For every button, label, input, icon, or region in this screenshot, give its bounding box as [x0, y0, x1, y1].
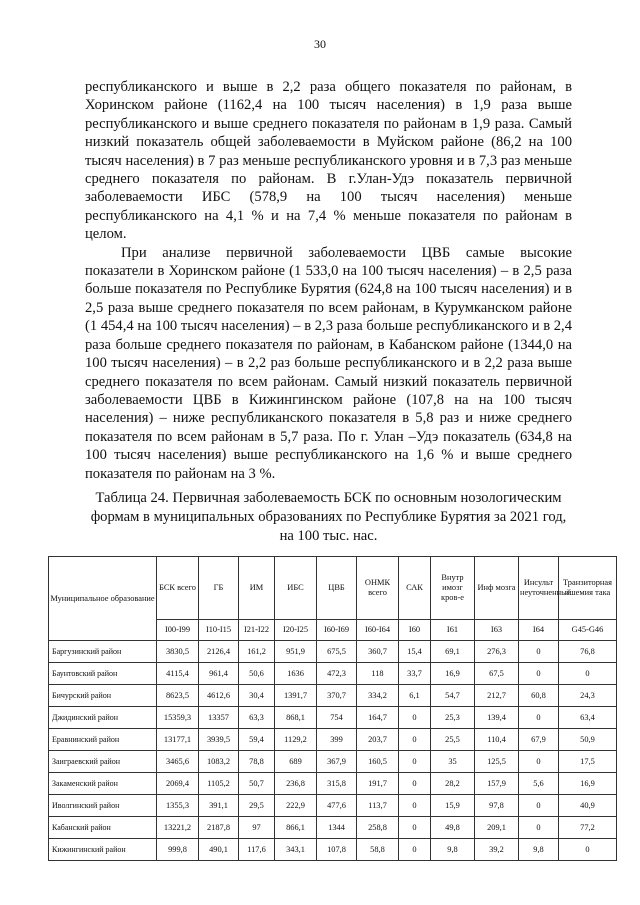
header-transient-ischemia: Транзиторная ишемия така: [559, 557, 617, 620]
value-cell: 49,8: [431, 817, 475, 839]
value-cell: 125,5: [475, 751, 519, 773]
value-cell: 16,9: [431, 663, 475, 685]
value-cell: 0: [559, 839, 617, 861]
value-cell: 6,1: [399, 685, 431, 707]
value-cell: 0: [399, 729, 431, 751]
value-cell: 15,9: [431, 795, 475, 817]
code-cell: I61: [431, 620, 475, 641]
value-cell: 76,8: [559, 641, 617, 663]
table-row: [49, 839, 617, 861]
value-cell: 69,1: [431, 641, 475, 663]
value-cell: 4612,6: [199, 685, 239, 707]
value-cell: 2126,4: [199, 641, 239, 663]
value-cell: 222,9: [275, 795, 317, 817]
value-cell: 1391,7: [275, 685, 317, 707]
value-cell: 13357: [199, 707, 239, 729]
value-cell: 1636: [275, 663, 317, 685]
value-cell: 63,3: [239, 707, 275, 729]
value-cell: 258,8: [357, 817, 399, 839]
value-cell: 60,8: [519, 685, 559, 707]
code-cell: I63: [475, 620, 519, 641]
value-cell: 24,3: [559, 685, 617, 707]
value-cell: 33,7: [399, 663, 431, 685]
header-infarction: Инф мозга: [475, 557, 519, 620]
value-cell: 9,8: [431, 839, 475, 861]
value-cell: 0: [399, 839, 431, 861]
district-name-cell: Джидинский район: [49, 707, 157, 729]
value-cell: 3465,6: [157, 751, 199, 773]
header-cvb: ЦВБ: [317, 557, 357, 620]
code-cell: I64: [519, 620, 559, 641]
value-cell: 0: [519, 707, 559, 729]
value-cell: 50,9: [559, 729, 617, 751]
table-row: [49, 729, 617, 751]
value-cell: 1083,2: [199, 751, 239, 773]
value-cell: 961,4: [199, 663, 239, 685]
table-body: [49, 641, 617, 861]
header-hemorrhage: Внутр имозг кров-е: [431, 557, 475, 620]
value-cell: 1129,2: [275, 729, 317, 751]
value-cell: 203,7: [357, 729, 399, 751]
district-name-cell: Иволгинский район: [49, 795, 157, 817]
header-bsk: БСК всего: [157, 557, 199, 620]
value-cell: 50,7: [239, 773, 275, 795]
district-name-cell: Закаменский район: [49, 773, 157, 795]
value-cell: 1355,3: [157, 795, 199, 817]
value-cell: 0: [519, 817, 559, 839]
value-cell: 334,2: [357, 685, 399, 707]
header-stroke-unspecified: Инсульт неуточненный: [519, 557, 559, 620]
value-cell: 0: [399, 795, 431, 817]
value-cell: 370,7: [317, 685, 357, 707]
value-cell: 315,8: [317, 773, 357, 795]
value-cell: 164,7: [357, 707, 399, 729]
code-cell: I10-I15: [199, 620, 239, 641]
value-cell: 78,8: [239, 751, 275, 773]
value-cell: 29,5: [239, 795, 275, 817]
value-cell: 1344: [317, 817, 357, 839]
value-cell: 160,5: [357, 751, 399, 773]
value-cell: 209,1: [475, 817, 519, 839]
value-cell: 15359,3: [157, 707, 199, 729]
value-cell: 161,2: [239, 641, 275, 663]
page-number: 30: [314, 37, 326, 51]
value-cell: 54,7: [431, 685, 475, 707]
value-cell: 40,9: [559, 795, 617, 817]
value-cell: 77,2: [559, 817, 617, 839]
value-cell: 689: [275, 751, 317, 773]
paragraph-2: При анализе первичной заболеваемости ЦВБ самые высокие показатели в Хоринском районе (1 533,0 на 100 тысяч населения) – в 2,5 раза больше показателя по Республике Бурятия (624,8 на 100 тысяч населения) и в 2,5 раза выше среднего показателя по всем районам, в Курумканском районе (1 454,4 на 100 тысяч населения) – в 2,3 раза больше республиканского и в 2,4 раза больше среднего показателя по районам, в Кабанском районе (1344,0 на 100 тысяч населения) – в 2,2 раз больше республиканского и в 2,2 раза выше среднего показателя по всем районам. Самый низкий показатель первичной заболеваемости ЦВБ в Кижингинском районе (107,8 на на 100 тысяч населения) – ниже республиканского показателя в 5,8 раз и ниже среднего показателя по всем районам в 5,7 раза. По г. Улан –Удэ показатель (634,8 на 100 тысяч населения) выше республиканского на 1,6 % и выше среднего показателя по районам на 3 %.: [85, 244, 572, 482]
value-cell: 0: [519, 751, 559, 773]
value-cell: 67,5: [475, 663, 519, 685]
table-row: [49, 707, 617, 729]
table-row: [49, 773, 617, 795]
table-row: [49, 817, 617, 839]
value-cell: 236,8: [275, 773, 317, 795]
table-caption: Таблица 24. Первичная заболеваемость БСК по основным нозологическим формам в муниципальных образованиях по Республике Бурятия за 2021 год, на 100 тыс. нас.: [90, 490, 567, 544]
code-cell: I60: [399, 620, 431, 641]
value-cell: 360,7: [357, 641, 399, 663]
value-cell: 97: [239, 817, 275, 839]
value-cell: 139,4: [475, 707, 519, 729]
header-row: [49, 557, 617, 620]
value-cell: 399: [317, 729, 357, 751]
district-name-cell: Еравнинский район: [49, 729, 157, 751]
value-cell: 16,9: [559, 773, 617, 795]
value-cell: 951,9: [275, 641, 317, 663]
value-cell: 3939,5: [199, 729, 239, 751]
value-cell: 110,4: [475, 729, 519, 751]
value-cell: 675,5: [317, 641, 357, 663]
value-cell: 25,5: [431, 729, 475, 751]
value-cell: 1105,2: [199, 773, 239, 795]
value-cell: 39,2: [475, 839, 519, 861]
value-cell: 35: [431, 751, 475, 773]
value-cell: 191,7: [357, 773, 399, 795]
code-cell: I00-I99: [157, 620, 199, 641]
value-cell: 0: [399, 707, 431, 729]
header-sak: САК: [399, 557, 431, 620]
value-cell: 276,3: [475, 641, 519, 663]
value-cell: 67,9: [519, 729, 559, 751]
value-cell: 0: [519, 641, 559, 663]
value-cell: 25,3: [431, 707, 475, 729]
value-cell: 866,1: [275, 817, 317, 839]
value-cell: 868,1: [275, 707, 317, 729]
value-cell: 5,6: [519, 773, 559, 795]
value-cell: 59,4: [239, 729, 275, 751]
code-cell: I60-I64: [357, 620, 399, 641]
paragraph-1: республиканского и выше в 2,2 раза общего показателя по районам, в Хоринском районе (1162,4 на 100 тысяч населения) в 1,9 раза выше республиканского и выше среднего показателя по районам в 1,9 раза. Самый низкий показатель общей заболеваемости в Муйском районе (86,2 на 100 тысяч населения) в 7 раз меньше республиканского уровня и в 7,3 раз меньше среднего показателя по районам. В г.Улан-Удэ показатель первичной заболеваемости ИБС (578,9 на 100 тысяч населения) меньше республиканского на 4,1 % и на 7,4 % меньше показателя по районам в целом.: [85, 79, 572, 243]
value-cell: 0: [399, 773, 431, 795]
district-name-cell: Кабанский район: [49, 817, 157, 839]
district-name-cell: Баргузинский район: [49, 641, 157, 663]
value-cell: 28,2: [431, 773, 475, 795]
value-cell: 367,9: [317, 751, 357, 773]
morbidity-table: [48, 556, 617, 861]
value-cell: 17,5: [559, 751, 617, 773]
value-cell: 157,9: [475, 773, 519, 795]
district-name-cell: Баунтовский район: [49, 663, 157, 685]
value-cell: 50,6: [239, 663, 275, 685]
table-row: [49, 685, 617, 707]
table-row: [49, 751, 617, 773]
value-cell: 212,7: [475, 685, 519, 707]
header-gb: ГБ: [199, 557, 239, 620]
table-row: [49, 641, 617, 663]
value-cell: 97,8: [475, 795, 519, 817]
value-cell: 58,8: [357, 839, 399, 861]
value-cell: 0: [559, 663, 617, 685]
code-cell: G45-G46: [559, 620, 617, 641]
code-cell: I20-I25: [275, 620, 317, 641]
value-cell: 477,6: [317, 795, 357, 817]
value-cell: 4115,4: [157, 663, 199, 685]
header-ibs: ИБС: [275, 557, 317, 620]
value-cell: 13221,2: [157, 817, 199, 839]
district-name-cell: Кижингинский район: [49, 839, 157, 861]
code-cell: I21-I22: [239, 620, 275, 641]
value-cell: 117,6: [239, 839, 275, 861]
value-cell: 30,4: [239, 685, 275, 707]
value-cell: 0: [399, 751, 431, 773]
value-cell: 391,1: [199, 795, 239, 817]
district-name-cell: Бичурский район: [49, 685, 157, 707]
value-cell: 0: [399, 817, 431, 839]
table-row: [49, 795, 617, 817]
value-cell: 2069,4: [157, 773, 199, 795]
value-cell: 343,1: [275, 839, 317, 861]
value-cell: 15,4: [399, 641, 431, 663]
value-cell: 999,8: [157, 839, 199, 861]
value-cell: 0: [519, 795, 559, 817]
value-cell: 0: [519, 663, 559, 685]
value-cell: 754: [317, 707, 357, 729]
value-cell: 3830,5: [157, 641, 199, 663]
value-cell: 13177,1: [157, 729, 199, 751]
value-cell: 63,4: [559, 707, 617, 729]
table-row: [49, 663, 617, 685]
header-im: ИМ: [239, 557, 275, 620]
value-cell: 490,1: [199, 839, 239, 861]
value-cell: 113,7: [357, 795, 399, 817]
value-cell: 472,3: [317, 663, 357, 685]
value-cell: 9,8: [519, 839, 559, 861]
value-cell: 8623,5: [157, 685, 199, 707]
header-onmk: ОНМК всего: [357, 557, 399, 620]
header-district: Муниципальное образование: [49, 557, 157, 641]
value-cell: 2187,8: [199, 817, 239, 839]
district-name-cell: Заиграевский район: [49, 751, 157, 773]
code-cell: I60-I69: [317, 620, 357, 641]
value-cell: 118: [357, 663, 399, 685]
value-cell: 107,8: [317, 839, 357, 861]
body-text: [85, 78, 572, 483]
